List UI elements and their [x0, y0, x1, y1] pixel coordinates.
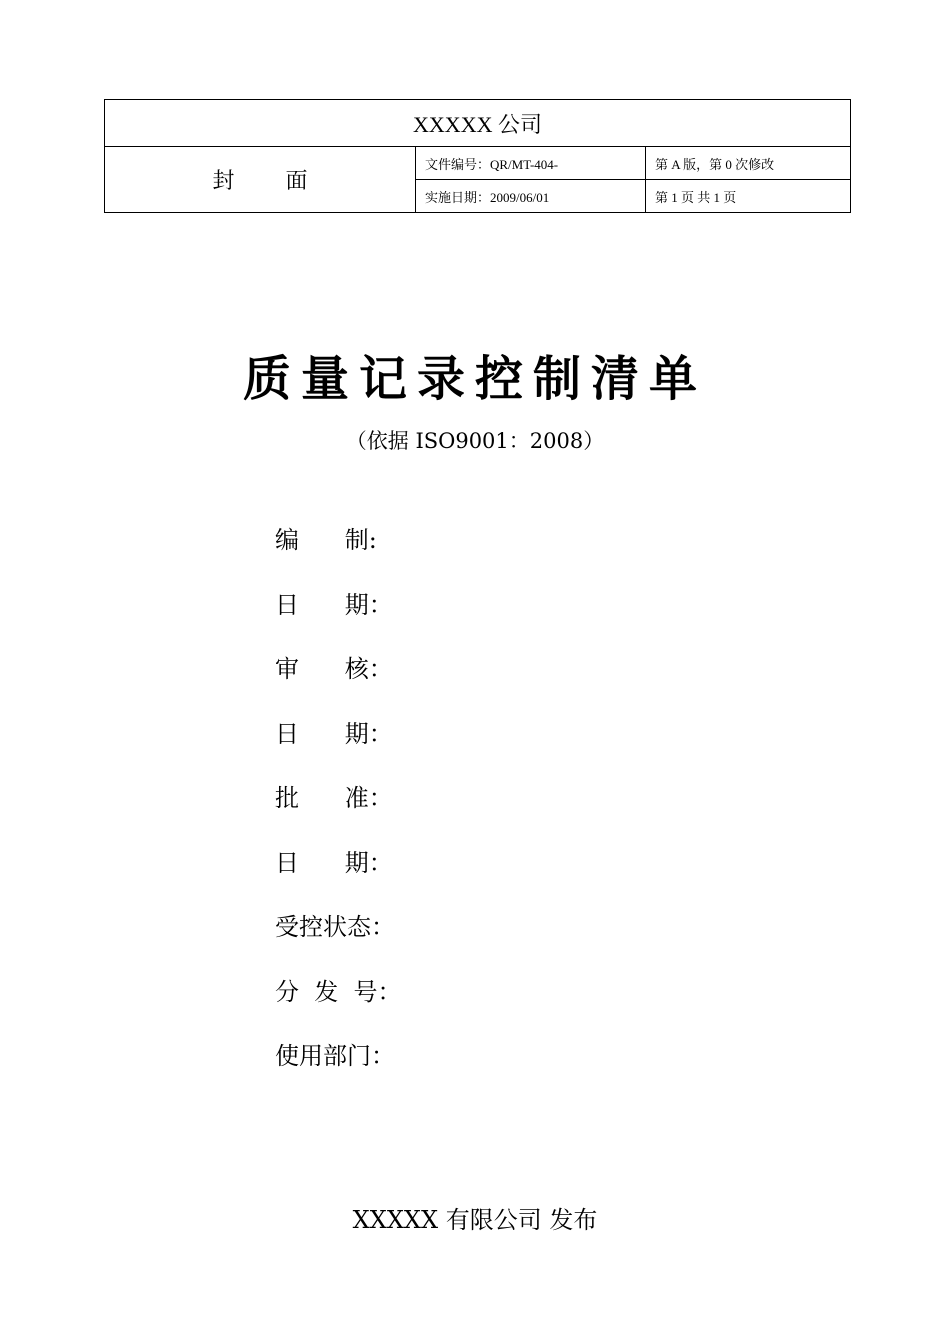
- effective-date: 实施日期：2009/06/01: [416, 180, 646, 213]
- page-title: 质量记录控制清单: [242, 351, 707, 407]
- field-control-status: 受控状态：: [275, 913, 395, 941]
- document-header-table: [104, 99, 851, 213]
- company-name: XXXXX 公司: [105, 100, 851, 147]
- field-department: 使用部门：: [275, 1042, 395, 1070]
- field-approved-by: 批 准：: [275, 784, 393, 812]
- publisher-footer: XXXXX 有限公司 发布: [352, 1206, 598, 1234]
- field-reviewed-by: 审 核：: [275, 655, 393, 683]
- field-compiled-by: 编 制:: [275, 526, 377, 554]
- approval-fields: [275, 520, 675, 1101]
- field-approve-date: 日 期：: [275, 848, 393, 877]
- doc-number: 文件编号：QR/MT-404-: [416, 147, 646, 180]
- field-compile-date: 日 期：: [275, 590, 393, 619]
- page-subtitle: （依据 ISO9001：2008）: [345, 429, 605, 453]
- page-info: 第 1 页 共 1 页: [646, 180, 851, 213]
- version-info: 第 A 版，第 0 次修改: [646, 147, 851, 180]
- field-distribution-number: 分 发 号：: [275, 977, 402, 1006]
- field-review-date: 日 期：: [275, 719, 393, 748]
- cover-label: 封 面: [105, 147, 416, 213]
